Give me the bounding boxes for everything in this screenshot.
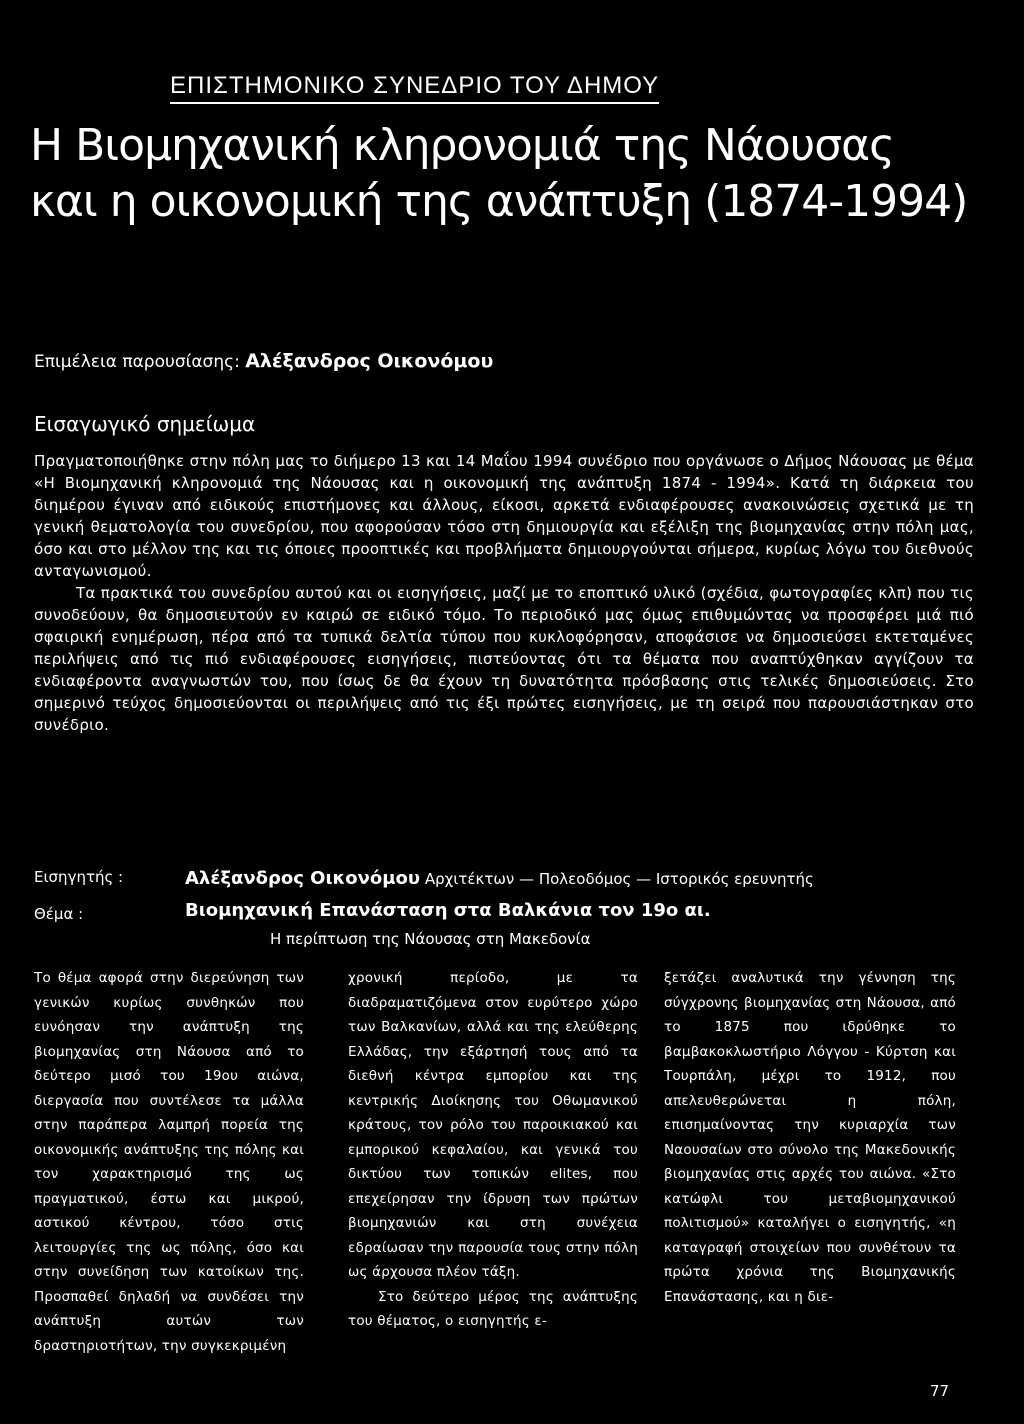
column-2 (348, 966, 638, 1334)
theme-subtitle: Η περίπτωση της Νάουσας στη Μακεδονία (270, 930, 591, 948)
title-line-1: Η Βιομηχανική κληρονομιά της Νάουσας (30, 120, 894, 171)
page-number: 77 (930, 1382, 950, 1400)
column-3 (664, 966, 956, 1309)
column-1-text: Το θέμα αφορά στην διερεύνηση των γενικών κυρίως συνθηκών που ευνόησαν την ανάπτυξη της βιομηχανίας στη Νάουσα από το δεύτερο μισό του 19ου αιώνα, διεργασία που συντέλεσε τα μάλλα στην παράπερα λαμπρή πορεία της οικονομικής ανάπτυξης της πόλης και τον χαρακτηρισμό της ως πραγματικού, έστω και μικρού, αστικού κέντρου, τόσο στις λειτουργίες της ως πόλης, όσο και στην συνείδηση των κατοίκων της. Προσπαθεί δηλαδή να συνδέσει την ανάπτυξη αυτών των δραστηριοτήτων, την συγκεκριμένη (34, 970, 304, 1354)
rapporteur-label: Εισηγητής : (34, 868, 124, 886)
rapporteur-line (185, 868, 985, 889)
editor-label: Επιμέλεια παρουσίασης: (34, 352, 240, 372)
column-2-text-b: Στο δεύτερο μέρος της ανάπτυξης του θέματος, ο εισηγητής ε- (348, 1288, 638, 1329)
kicker: ΕΠΙΣΤΗΜΟΝΙΚΟ ΣΥΝΕΔΡΙΟ ΤΟΥ ΔΗΜΟΥ (170, 72, 659, 104)
column-3-text: ξετάζει αναλυτικά την γέννηση της σύγχρονης βιομηχανίας στη Νάουσα, από το 1875 που ιδρύθηκε το βαμβακοκλωστήριο Λόγγου - Κύρτση και Τουρπάλη, μέχρι το 1912, που απελευθερώνεται η πόλη, επισημαίνοντας την κυριαρχία των Ναουσαίων στο σύνολο της Μακεδονικής βιομηχανίας στις αρχές του αιώνα. «Στο κατώφλι του μεταβιομηχανικού πολιτισμού» καταλήγει ο εισηγητής, «η καταγραφή στοιχείων που συνθέτουν τα πρώτα χρόνια της Βιομηχανικής Επανάστασης, και η διε- (664, 970, 956, 1305)
column-2-text-a: χρονική περίοδο, με τα διαδραματιζόμενα στον ευρύτερο χώρο των Βαλκανίων, αλλά και της ελεύθερης Ελλάδας, την εξάρτησή τους από τα διεθνή κέντρα εμπορίου και της κεντρικής Διοίκησης του Οθωμανικού κράτους, τον ρόλο του παροικιακού και εμπορικού κεφαλαίου, και γενικά του δικτύου των τοπικών elites, που επεχείρησαν την ίδρυση των πρώτων βιομηχανιών και στη συνέχεια εδραίωσαν την παρουσία τους στην πόλη ως άρχουσα πλέον τάξη. (348, 970, 638, 1280)
intro-heading: Εισαγωγικό σημείωμα (34, 412, 256, 436)
rapporteur-name: Αλέξανδρος Οικονόμου (185, 868, 421, 889)
title-line-2: και η οικονομική της ανάπτυξη (1874-1994) (30, 176, 968, 227)
article-title (30, 118, 1010, 230)
intro-paragraph-1: Πραγματοποιήθηκε στην πόλη μας το διήμερο 13 και 14 Μαΐου 1994 συνέδριο που οργάνωσε ο Δήμος Νάουσας με θέμα «Η Βιομηχανική κληρονομιά της Νάουσας και η οικονομική της ανάπτυξη 1874 - 1994». Κατά τη διάρκεια του διημέρου έγιναν από ειδικούς επιστήμονες και άλλους, είκοσι, αρκετά ενδιαφέρουσες ανακοινώσεις σχετικά με τη γενική θεματολογία του συνεδρίου, που αφορούσαν τόσο στη δημιουργία και εξέλιξη της βιομηχανίας στην πόλη μας, όσο και στο μέλλον της και τις όποιες προοπτικές και προβλήματα δημιουργούνται σήμερα, κυρίως λόγω του διεθνούς ανταγωνισμού. (34, 452, 974, 580)
intro-paragraph-2: Τα πρακτικά του συνεδρίου αυτού και οι εισηγήσεις, μαζί με το εποπτικό υλικό (σχέδια, φωτογραφίες κλπ) που τις συνοδεύουν, θα δημοσιευτούν εν καιρώ σε ειδικό τόμο. Το περιοδικό μας όμως επιθυμώντας να προσφέρει μιά πιό σφαιρική ενημέρωση, πέρα από τα τυπικά δελτία τύπου που κυκλοφόρησαν, αποφάσισε να δημοσιεύσει εκτεταμένες περιλήψεις από τις πιό ενδιαφέρουσες εισηγήσεις, πιστεύοντας ότι τα θέματα που αναπτύχθηκαν αγγίζουν τα ενδιαφέροντα αναγνωστών του, που ίσως δε θα έχουν τη δυνατότητα πρόσβασης στις τελικές δημοσιεύσεις. Στο σημερινό τεύχος δημοσιεύονται οι περιλήψεις από τις έξι πρώτες εισηγήσεις, με τη σειρά που παρουσιάστηκαν στο συνέδριο. (34, 584, 974, 734)
editor-name: Αλέξανδρος Οικονόμου (245, 350, 494, 372)
theme-title: Βιομηχανική Επανάσταση στα Βαλκάνια τον 19ο αι. (185, 900, 711, 921)
rapporteur-role: Αρχιτέκτων — Πολεοδόμος — Ιστορικός ερευνητής (424, 870, 814, 888)
editor-credit (34, 350, 493, 372)
intro-body (34, 450, 974, 736)
column-1 (34, 966, 304, 1358)
theme-label: Θέμα : (34, 905, 84, 923)
